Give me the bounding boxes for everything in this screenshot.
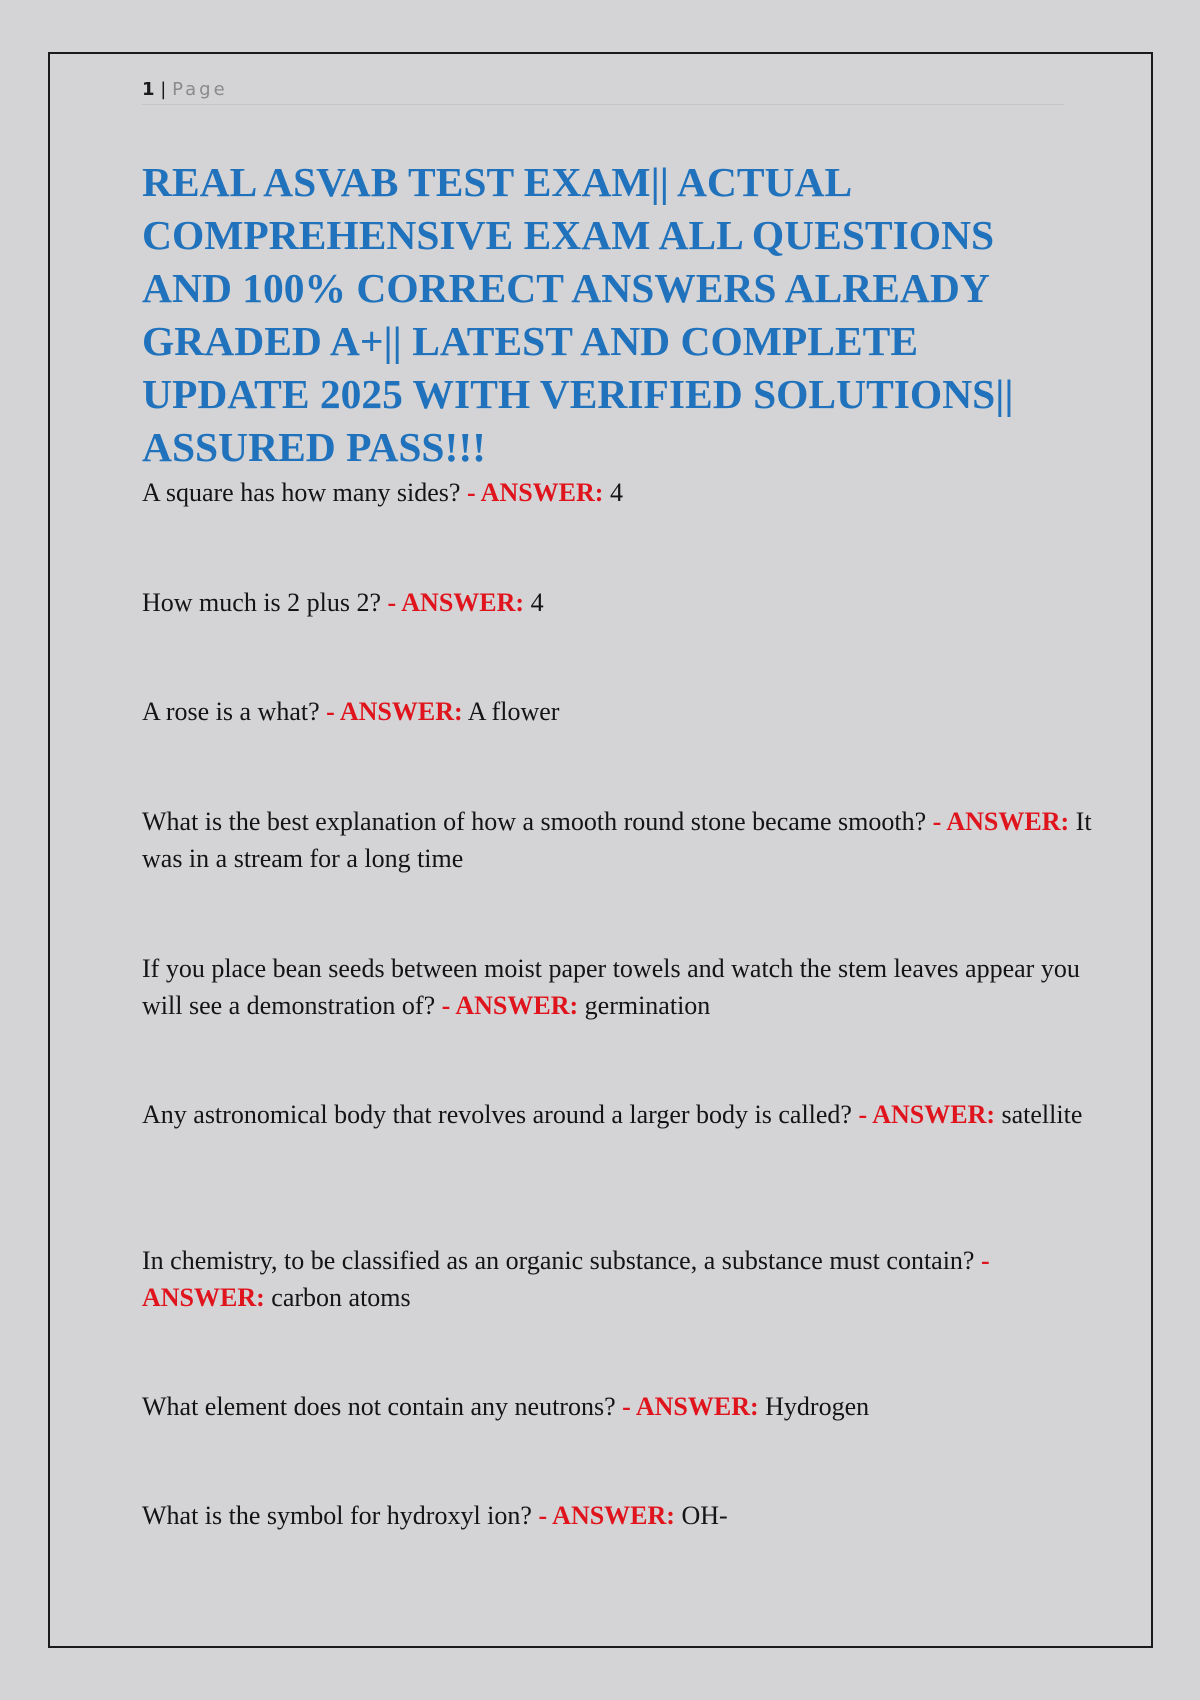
document-page	[48, 52, 1153, 1648]
answer-text: Hydrogen	[765, 1392, 870, 1421]
answer-label: - ANSWER:	[622, 1392, 759, 1421]
page-number: 1	[142, 79, 155, 100]
answer-text: satellite	[1001, 1100, 1083, 1129]
qa-item	[142, 693, 1092, 730]
answer-label: - ANSWER:	[858, 1100, 995, 1129]
answer-label: - ANSWER:	[441, 991, 579, 1020]
answer-label: - ANSWER:	[326, 697, 463, 726]
answer-label: - ANSWER:	[932, 807, 1070, 836]
question-text: What is the symbol for hydroxyl ion?	[142, 1501, 532, 1530]
answer-text: 4	[609, 478, 623, 507]
qa-item	[142, 584, 1092, 621]
qa-item	[142, 1242, 1092, 1316]
page-number-separator: |	[160, 79, 167, 100]
answer-text: It was in a stream for a long time	[142, 807, 1092, 873]
question-text: Any astronomical body that revolves around a larger body is called?	[142, 1100, 852, 1129]
answer-text: A flower	[467, 697, 560, 726]
answer-text: carbon atoms	[271, 1283, 411, 1312]
answer-label: - ANSWER:	[387, 588, 525, 617]
qa-item	[142, 803, 1092, 877]
qa-item	[142, 1497, 1092, 1534]
answer-text: germination	[584, 991, 711, 1020]
qa-item	[142, 1096, 1092, 1133]
question-text: How much is 2 plus 2?	[142, 588, 382, 617]
answer-label: - ANSWER:	[142, 1246, 990, 1312]
question-text: If you place bean seeds between moist paper towels and watch the stem leaves appear you will see a demonstration of?	[142, 954, 1080, 1020]
qa-item	[142, 950, 1092, 1024]
question-text: What is the best explanation of how a smooth round stone became smooth?	[142, 807, 927, 836]
page-header	[142, 80, 1064, 105]
qa-item	[142, 1388, 1092, 1425]
answer-text: OH-	[681, 1501, 728, 1530]
answer-label: - ANSWER:	[466, 478, 604, 507]
page-label: Page	[172, 79, 228, 100]
question-text: A square has how many sides?	[142, 478, 461, 507]
answer-label: - ANSWER:	[538, 1501, 675, 1530]
document-title: REAL ASVAB TEST EXAM|| ACTUAL COMPREHENSIVE EXAM ALL QUESTIONS AND 100% CORRECT ANSWERS ALREADY GRADED A+|| LATEST AND COMPLETE UPDATE 2025 WITH VERIFIED SOLUTIONS|| ASSURED PASS!!!	[142, 159, 1014, 470]
question-text: A rose is a what?	[142, 697, 320, 726]
question-text: What element does not contain any neutrons?	[142, 1392, 616, 1421]
question-text: In chemistry, to be classified as an organic substance, a substance must contain?	[142, 1246, 975, 1275]
qa-item	[142, 474, 1092, 511]
answer-text: 4	[530, 588, 544, 617]
